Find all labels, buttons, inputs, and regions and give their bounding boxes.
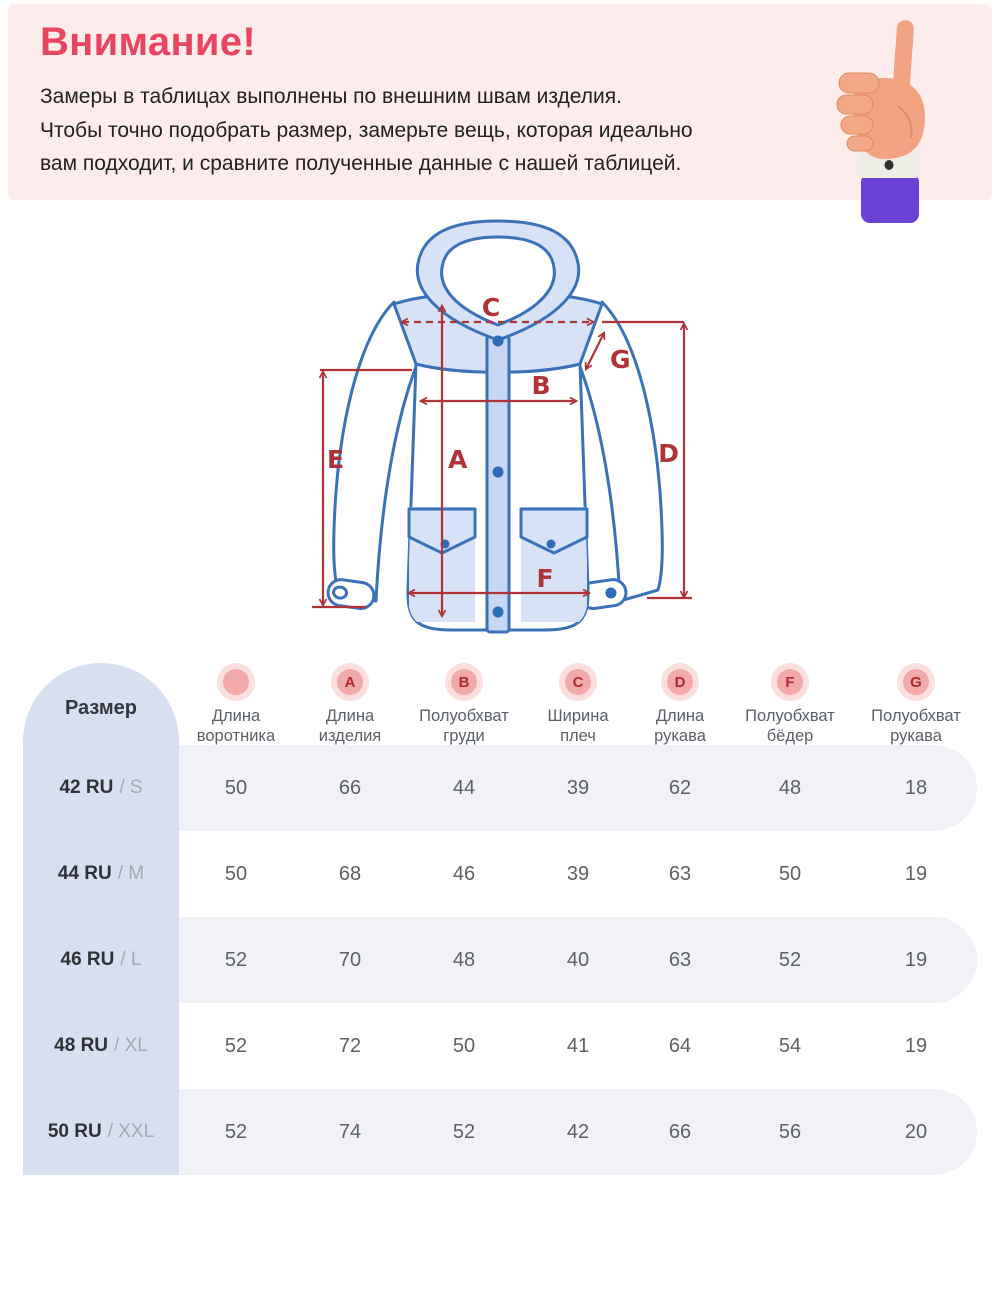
badge-letter: F bbox=[777, 669, 803, 695]
row-values bbox=[179, 1089, 977, 1175]
value-cell: 50 bbox=[224, 862, 248, 885]
table-row bbox=[23, 917, 977, 1003]
measure-label-f: F bbox=[536, 564, 554, 593]
size-ru: 50 RU bbox=[47, 1121, 102, 1142]
value-cell: 44 bbox=[452, 776, 476, 799]
value-cell: 64 bbox=[668, 1034, 692, 1057]
jacket-measurement-diagram bbox=[280, 200, 720, 650]
value-cell: 70 bbox=[338, 948, 362, 971]
value-cell: 66 bbox=[668, 1120, 692, 1143]
size-cell bbox=[23, 831, 179, 917]
row-values bbox=[179, 1003, 977, 1089]
column-header-length bbox=[293, 655, 407, 745]
size-header-label: Размер bbox=[23, 663, 179, 745]
column-header-sleeve-girth bbox=[855, 655, 977, 745]
value-cell: 46 bbox=[452, 862, 476, 885]
size-cell bbox=[23, 1003, 179, 1089]
value-cell: 68 bbox=[338, 862, 362, 885]
measure-badge bbox=[445, 663, 483, 701]
table-row bbox=[23, 1089, 977, 1175]
value-cell: 19 bbox=[904, 948, 928, 971]
value-cell: 41 bbox=[566, 1034, 590, 1057]
value-cell: 56 bbox=[778, 1120, 802, 1143]
jacket-outline bbox=[326, 221, 662, 632]
badge-letter: B bbox=[451, 669, 477, 695]
table-header bbox=[23, 655, 977, 745]
badge-letter bbox=[223, 669, 249, 695]
column-label: Длина рукава bbox=[654, 707, 706, 745]
size-cell bbox=[23, 745, 179, 831]
row-values bbox=[179, 745, 977, 831]
cuff-button bbox=[885, 160, 894, 170]
value-cell: 20 bbox=[904, 1120, 928, 1143]
measure-badge bbox=[771, 663, 809, 701]
value-cell: 52 bbox=[778, 948, 802, 971]
size-intl: / XXL bbox=[107, 1121, 155, 1142]
size-ru: 44 RU bbox=[57, 863, 112, 884]
value-cell: 19 bbox=[904, 1034, 928, 1057]
value-cell: 74 bbox=[338, 1120, 362, 1143]
banner-line: Замеры в таблицах выполнены по внешним швам изделия. bbox=[40, 85, 622, 108]
row-values bbox=[179, 917, 977, 1003]
size-cell bbox=[23, 917, 179, 1003]
measure-label-g: G bbox=[610, 345, 631, 374]
value-cell: 62 bbox=[668, 776, 692, 799]
size-ru: 48 RU bbox=[54, 1035, 109, 1056]
measure-badge bbox=[331, 663, 369, 701]
value-cell: 42 bbox=[566, 1120, 590, 1143]
value-cell: 48 bbox=[778, 776, 802, 799]
badge-letter: A bbox=[337, 669, 363, 695]
size-ru: 42 RU bbox=[59, 777, 114, 798]
size-header-cell bbox=[23, 655, 179, 745]
value-cell: 52 bbox=[224, 1120, 248, 1143]
column-header-hips bbox=[725, 655, 855, 745]
size-intl: / S bbox=[119, 777, 143, 798]
value-cell: 63 bbox=[668, 862, 692, 885]
value-cell: 50 bbox=[778, 862, 802, 885]
value-cell: 18 bbox=[904, 776, 928, 799]
size-intl: / M bbox=[117, 863, 145, 884]
measure-badge bbox=[661, 663, 699, 701]
column-label: Полуобхват груди bbox=[419, 707, 509, 745]
table-row bbox=[23, 1003, 977, 1089]
value-cell: 52 bbox=[224, 1034, 248, 1057]
value-cell: 19 bbox=[904, 862, 928, 885]
value-cell: 39 bbox=[566, 862, 590, 885]
measure-label-b: B bbox=[531, 371, 551, 400]
size-intl: / XL bbox=[114, 1035, 148, 1056]
value-cell: 66 bbox=[338, 776, 362, 799]
measure-label-d: D bbox=[658, 439, 679, 468]
hand-sleeve bbox=[861, 173, 919, 223]
measure-badge bbox=[217, 663, 255, 701]
measure-label-a: A bbox=[448, 445, 468, 474]
badge-letter: D bbox=[667, 669, 693, 695]
measure-badge bbox=[897, 663, 935, 701]
column-header-chest bbox=[407, 655, 521, 745]
size-cell bbox=[23, 1089, 179, 1175]
column-label: Полуобхват бёдер bbox=[745, 707, 835, 745]
pointing-hand-icon bbox=[835, 15, 945, 225]
banner-line: Чтобы точно подобрать размер, замерьте вещь, которая идеально bbox=[40, 118, 693, 142]
value-cell: 52 bbox=[224, 948, 248, 971]
table-row bbox=[23, 745, 977, 831]
value-cell: 72 bbox=[338, 1034, 362, 1057]
row-values bbox=[179, 831, 977, 917]
measure-label-e: E bbox=[327, 445, 345, 474]
measure-label-c: C bbox=[481, 293, 501, 322]
size-ru: 46 RU bbox=[60, 949, 115, 970]
value-cell: 39 bbox=[566, 776, 590, 799]
left-sleeve bbox=[334, 302, 417, 601]
table-row bbox=[23, 831, 977, 917]
value-cell: 63 bbox=[668, 948, 692, 971]
value-cell: 48 bbox=[452, 948, 476, 971]
banner-title: Внимание! bbox=[40, 20, 256, 64]
size-intl: / L bbox=[120, 949, 142, 970]
placket bbox=[487, 336, 509, 632]
banner-line: вам подходит, и сравните полученные данные с нашей таблицей. bbox=[40, 152, 682, 175]
value-cell: 52 bbox=[452, 1120, 476, 1143]
badge-letter: C bbox=[565, 669, 591, 695]
column-label: Длина воротника bbox=[196, 707, 276, 745]
column-header-shoulders bbox=[521, 655, 635, 745]
measure-badge bbox=[559, 663, 597, 701]
column-label: Ширина плеч bbox=[547, 707, 609, 745]
value-cell: 54 bbox=[778, 1034, 802, 1057]
value-cell: 50 bbox=[224, 776, 248, 799]
banner-text bbox=[40, 80, 693, 181]
column-label: Длина изделия bbox=[318, 707, 382, 745]
column-label: Полуобхват рукава bbox=[871, 707, 961, 745]
column-header-sleeve-length bbox=[635, 655, 725, 745]
size-table bbox=[23, 655, 977, 1175]
value-cell: 50 bbox=[452, 1034, 476, 1057]
column-header-collar bbox=[179, 655, 293, 745]
value-cell: 40 bbox=[566, 948, 590, 971]
badge-letter: G bbox=[903, 669, 929, 695]
